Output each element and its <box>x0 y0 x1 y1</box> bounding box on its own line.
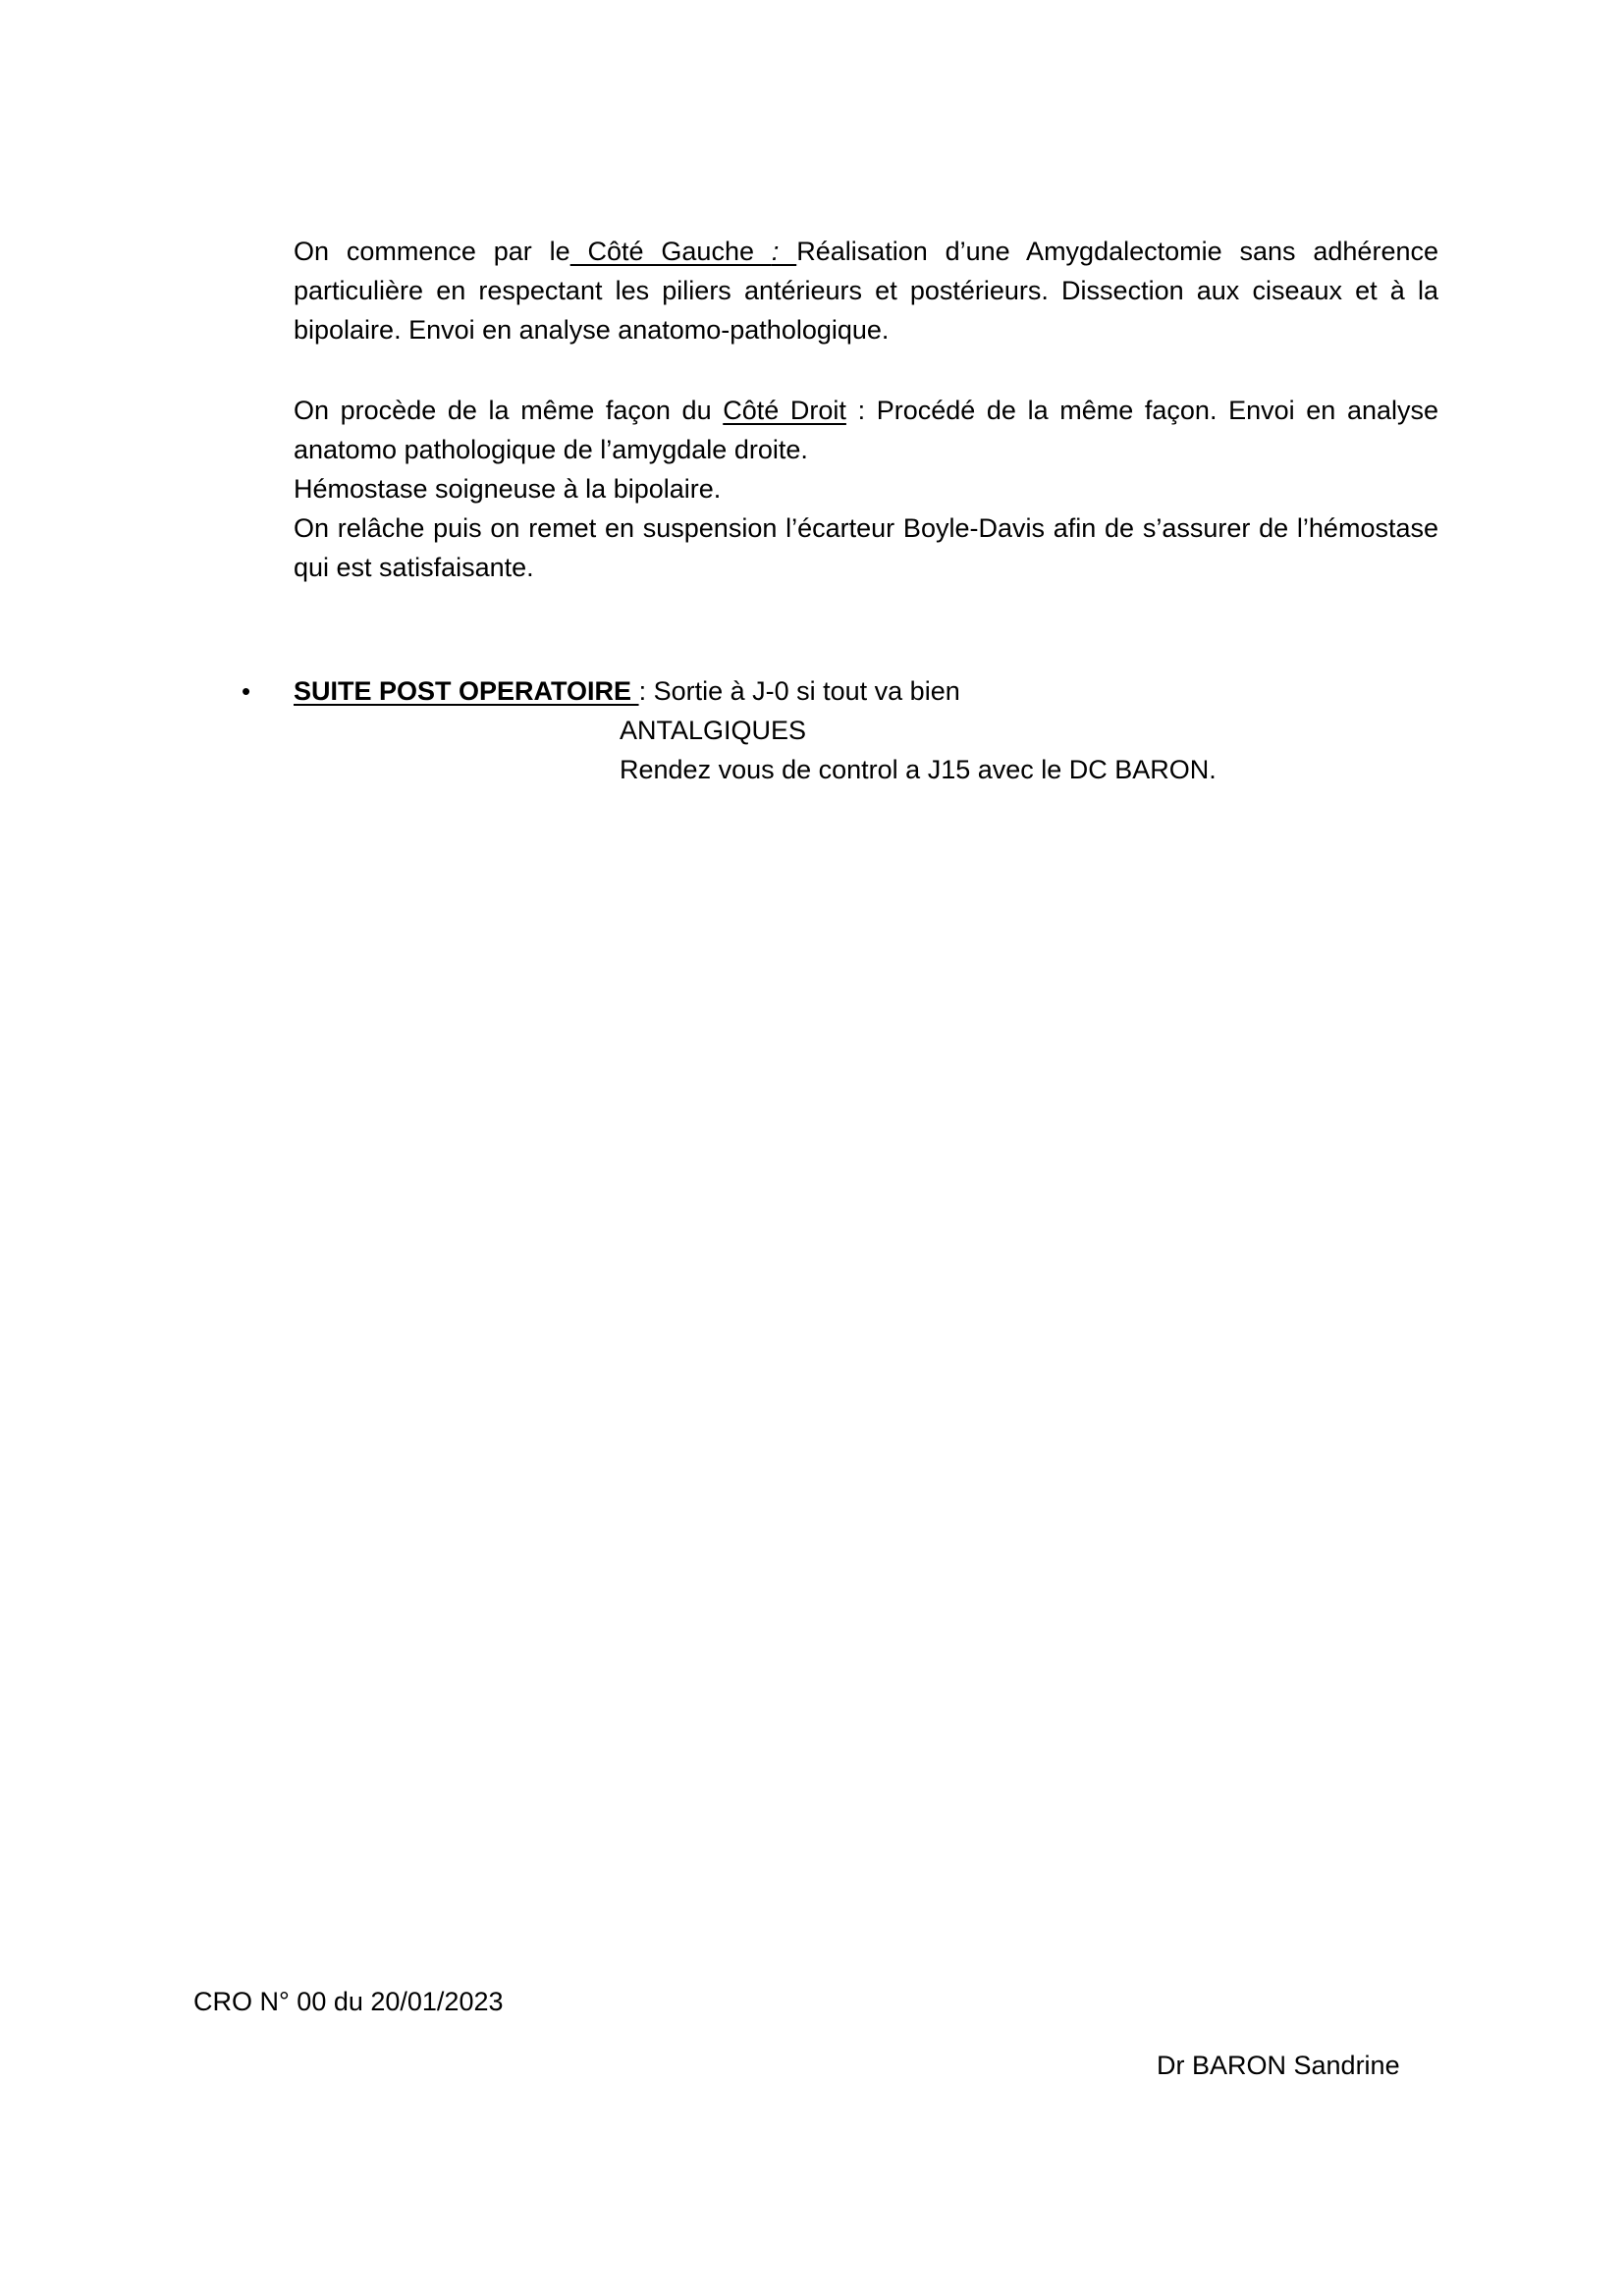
paragraph-line <box>294 391 1438 430</box>
paragraph-line: bipolaire. Envoi en analyse anatomo-pathologique. <box>294 315 890 345</box>
post-op-text: : Sortie à J-0 si tout va bien <box>638 676 960 706</box>
paragraph-line: qui est satisfaisante. <box>294 553 534 582</box>
paragraph-line: particulière en respectant les piliers antérieurs et postérieurs. Dissection aux ciseaux et à la <box>294 276 1438 305</box>
post-op-line: Rendez vous de control a J15 avec le DC BARON. <box>620 755 1217 784</box>
paragraph-text: On commence par le <box>294 237 570 266</box>
paragraph-text: Réalisation d’une Amygdalectomie sans adhérence <box>796 237 1438 266</box>
heading-colon: : <box>771 237 797 266</box>
post-op-line <box>294 671 1374 711</box>
paragraph-line: On relâche puis on remet en suspension l’écarteur Boyle-Davis afin de s’assurer de l’hémostase <box>294 513 1438 543</box>
paragraph-line: Hémostase soigneuse à la bipolaire. <box>294 474 722 504</box>
report-reference: CRO N° 00 du 20/01/2023 <box>193 1987 504 2016</box>
right-side-heading: Côté Droit <box>723 396 846 425</box>
paragraph-line: anatomo pathologique de l’amygdale droite. <box>294 435 808 464</box>
bullet-icon: • <box>242 676 251 706</box>
left-side-heading: Côté Gauche <box>569 237 772 266</box>
post-op-heading: SUITE POST OPERATOIRE <box>294 676 639 706</box>
paragraph-text: On procède de la même façon du <box>294 396 724 425</box>
paragraph-right-side <box>294 391 1438 587</box>
post-op-line: ANTALGIQUES <box>620 716 807 745</box>
paragraph-line <box>294 232 1438 271</box>
paragraph-text: : Procédé de la même façon. Envoi en analyse <box>845 396 1439 425</box>
doctor-signature: Dr BARON Sandrine <box>1157 2051 1400 2080</box>
post-op-body <box>294 671 1374 789</box>
paragraph-left-side <box>294 232 1438 349</box>
